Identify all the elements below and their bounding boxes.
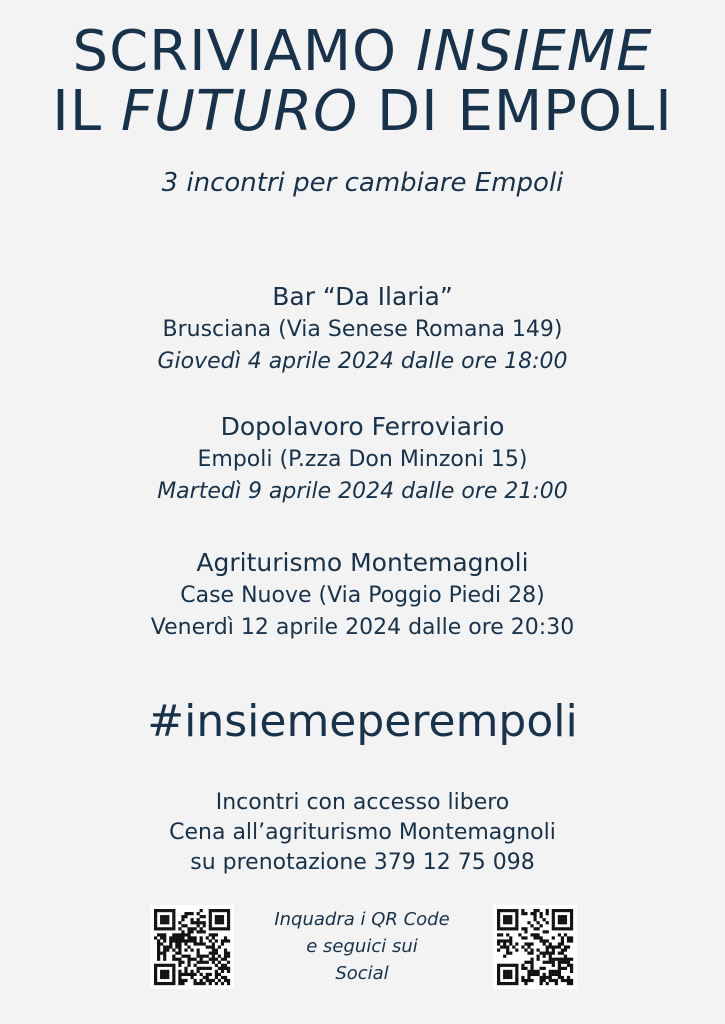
title-word-scriviamo: SCRIVIAMO	[72, 19, 416, 84]
event-venue: Bar “Da Ilaria”	[272, 282, 453, 311]
event-date: Venerdì 12 aprile 2024 dalle ore 20:30	[150, 615, 575, 640]
info-line-booking: su prenotazione 379 12 75 098	[190, 850, 535, 875]
event-date: Martedì 9 aprile 2024 dalle ore 21:00	[157, 479, 568, 504]
qr-code-icon	[493, 905, 577, 989]
qr-code-left-icon[interactable]	[150, 905, 234, 989]
title-word-di-empoli: DI EMPOLI	[358, 79, 673, 144]
event-address: Brusciana (Via Senese Romana 149)	[162, 317, 563, 342]
qr-caption-line-3: Social	[335, 963, 389, 984]
info-line-access: Incontri con accesso libero	[215, 790, 510, 815]
qr-caption	[245, 906, 479, 987]
title-word-insieme: INSIEME	[415, 19, 653, 84]
qr-caption-line-2: e seguici sui	[306, 936, 418, 957]
qr-code-right-icon[interactable]	[493, 905, 577, 989]
event-address: Empoli (P.zza Don Minzoni 15)	[197, 447, 528, 472]
event-3	[0, 546, 725, 644]
qr-caption-line-1: Inquadra i QR Code	[274, 909, 450, 930]
event-venue: Agriturismo Montemagnoli	[196, 548, 529, 577]
event-venue: Dopolavoro Ferroviario	[220, 412, 505, 441]
title-line-2	[0, 79, 725, 144]
event-1	[0, 280, 725, 378]
title-line-1	[0, 19, 725, 84]
hashtag: #insiemeperempoli	[147, 696, 578, 747]
event-address: Case Nuove (Via Poggio Piedi 28)	[180, 583, 545, 608]
event-2	[0, 410, 725, 508]
info-line-dinner: Cena all’agriturismo Montemagnoli	[169, 820, 556, 845]
event-date: Giovedì 4 aprile 2024 dalle ore 18:00	[157, 349, 568, 374]
qr-code-icon	[150, 905, 234, 989]
title-word-il: IL	[52, 79, 121, 144]
subtitle: 3 incontri per cambiare Empoli	[161, 168, 564, 198]
title-word-futuro: FUTURO	[120, 79, 359, 144]
info-block	[0, 788, 725, 878]
